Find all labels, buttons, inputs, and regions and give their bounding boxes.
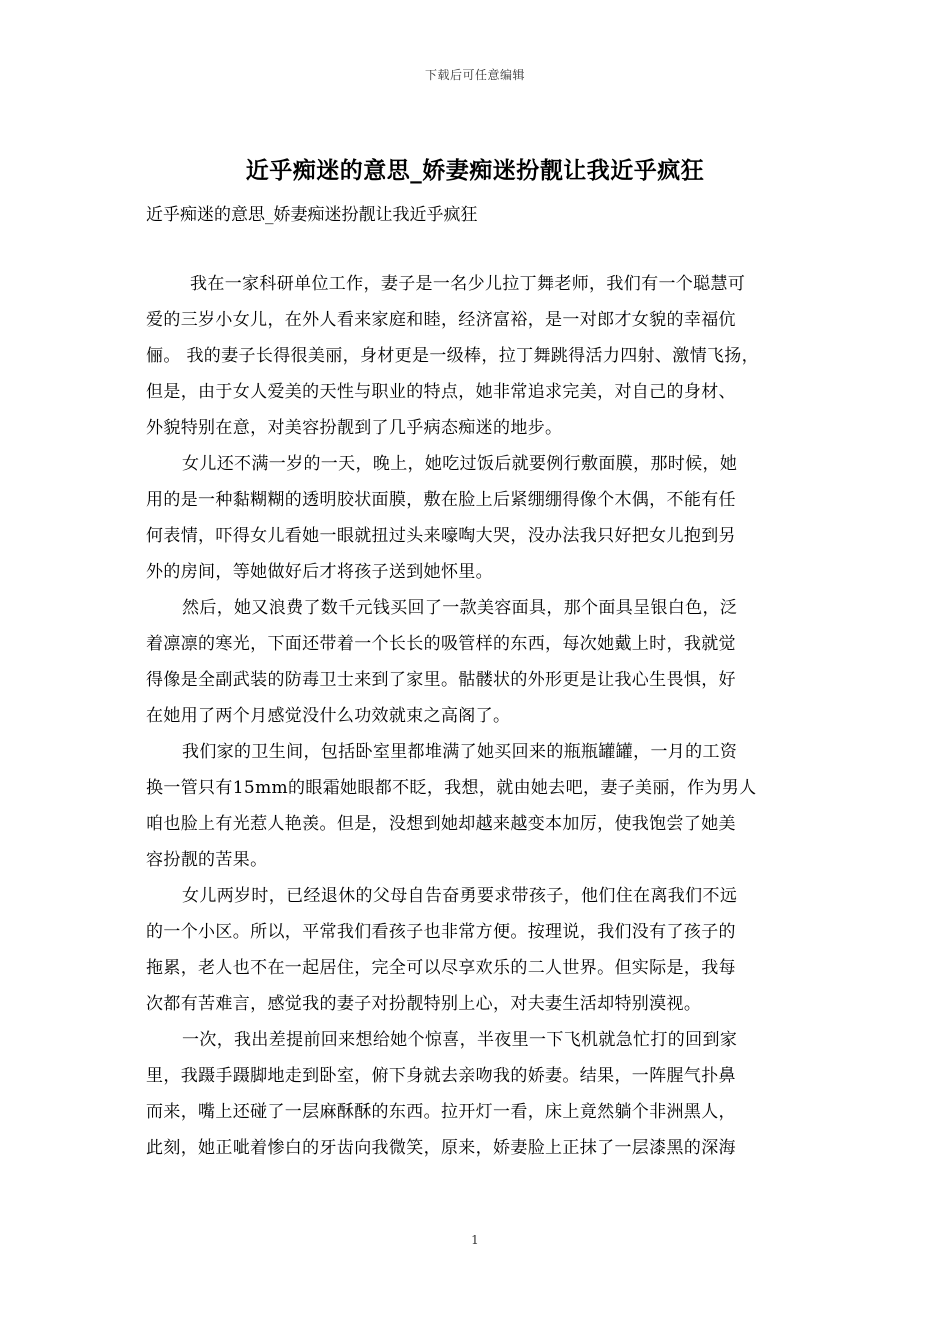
paragraph-line: 而来，嘴上还碰了一层麻酥酥的东西。拉开灯一看，床上竟然躺个非洲黑人， (146, 1102, 736, 1122)
paragraph-line: 换一管只有15mm的眼霜她眼都不眨，我想，就由她去吧，妻子美丽，作为男人 (146, 778, 757, 798)
paragraph-line: 里，我蹑手蹑脚地走到卧室，俯下身就去亲吻我的娇妻。结果，一阵腥气扑鼻 (146, 1066, 736, 1086)
paragraph-line: 爱的三岁小女儿，在外人看来家庭和睦，经济富裕，是一对郎才女貌的幸福伉 (146, 310, 736, 330)
paragraph-line: 的一个小区。所以，平常我们看孩子也非常方便。按理说，我们没有了孩子的 (146, 922, 736, 942)
paragraph (146, 1022, 816, 1166)
paragraph (146, 446, 816, 590)
paragraph-line: 拖累，老人也不在一起居住，完全可以尽享欢乐的二人世界。但实际是，我每 (146, 958, 736, 978)
paragraph-line: 女儿两岁时，已经退休的父母自告奋勇要求带孩子，他们住在离我们不远 (182, 886, 738, 906)
page-number: 1 (471, 1233, 479, 1247)
paragraph-line: 容扮靓的苦果。 (146, 850, 268, 870)
paragraph (146, 734, 816, 878)
page-header: 下载后可任意编辑 (424, 68, 525, 82)
paragraph-line: 但是，由于女人爱美的天性与职业的特点，她非常追求完美，对自己的身材、 (146, 382, 736, 402)
paragraph (146, 878, 816, 1022)
paragraph-line: 一次，我出差提前回来想给她个惊喜，半夜里一下飞机就急忙打的回到家 (182, 1030, 738, 1050)
paragraph-line: 女儿还不满一岁的一天，晚上，她吃过饭后就要例行敷面膜，那时候，她 (182, 454, 738, 474)
paragraph-line: 我在一家科研单位工作，妻子是一名少儿拉丁舞老师，我们有一个聪慧可 (190, 274, 746, 294)
paragraph-line: 外貌特别在意，对美容扮靓到了几乎病态痴迷的地步。 (146, 418, 563, 438)
document-subtitle: 近乎痴迷的意思_娇妻痴迷扮靓让我近乎疯狂 (146, 205, 478, 225)
paragraph-line: 此刻，她正呲着惨白的牙齿向我微笑，原来，娇妻脸上正抹了一层漆黑的深海 (146, 1138, 736, 1158)
paragraph-line: 俪。 我的妻子长得很美丽，身材更是一级棒，拉丁舞跳得活力四射、激情飞扬， (146, 346, 760, 366)
paragraph-line: 着凛凛的寒光，下面还带着一个长长的吸管样的东西，每次她戴上时，我就觉 (146, 634, 736, 654)
paragraph-line: 何表情，吓得女儿看她一眼就扭过头来嚎啕大哭，没办法我只好把女儿抱到另 (146, 526, 736, 546)
paragraph-line: 咱也脸上有光惹人艳羡。但是，没想到她却越来越变本加厉，使我饱尝了她美 (146, 814, 736, 834)
paragraph-line: 次都有苦难言，感觉我的妻子对扮靓特别上心，对夫妻生活却特别漠视。 (146, 994, 702, 1014)
paragraph-line: 得像是全副武装的防毒卫士来到了家里。骷髅状的外形更是让我心生畏惧，好 (146, 670, 736, 690)
paragraph-line: 然后，她又浪费了数千元钱买回了一款美容面具，那个面具呈银白色，泛 (182, 598, 738, 618)
paragraph-line: 在她用了两个月感觉没什么功效就束之高阁了。 (146, 706, 511, 726)
paragraph (146, 590, 816, 734)
article-body (146, 266, 816, 1166)
paragraph-line: 我们家的卫生间，包括卧室里都堆满了她买回来的瓶瓶罐罐，一月的工资 (182, 742, 738, 762)
document-title: 近乎痴迷的意思_娇妻痴迷扮靓让我近乎疯狂 (245, 157, 705, 184)
paragraph-line: 用的是一种黏糊糊的透明胶状面膜，敷在脸上后紧绷绷得像个木偶，不能有任 (146, 490, 736, 510)
paragraph (146, 266, 816, 446)
paragraph-line: 外的房间，等她做好后才将孩子送到她怀里。 (146, 562, 493, 582)
